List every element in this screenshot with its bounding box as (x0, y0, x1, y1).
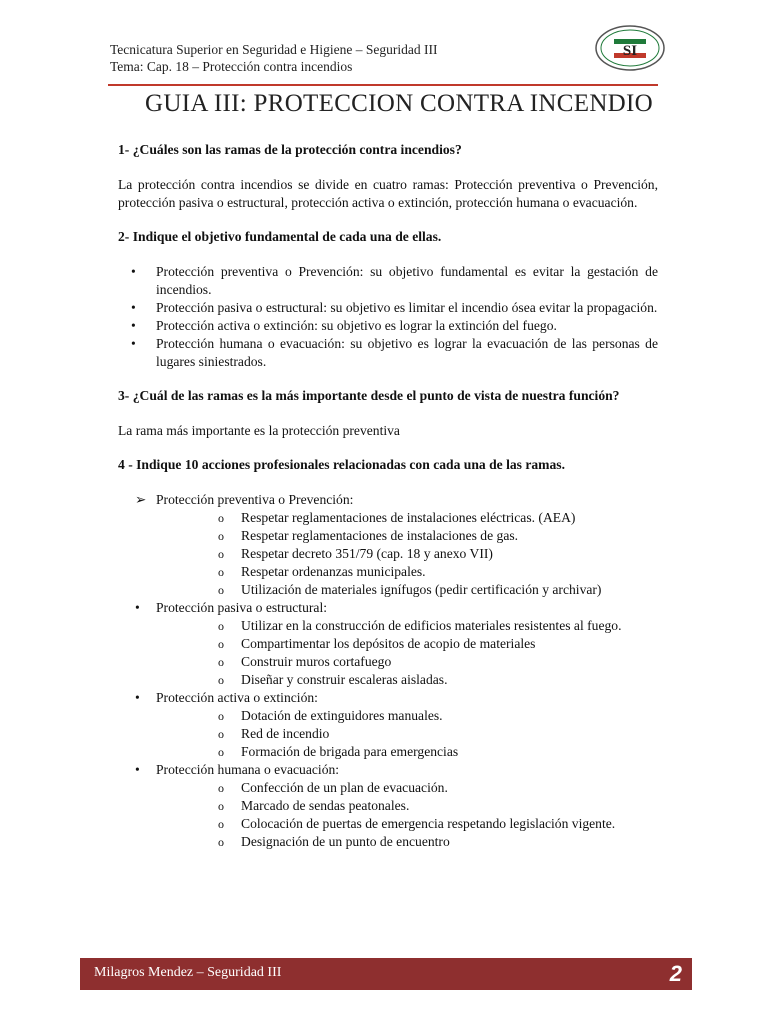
list-item: • Protección preventiva o Prevención: su objetivo fundamental es evitar la gestación de incendios. (131, 264, 658, 297)
circle-bullet-icon: o (218, 727, 224, 741)
list-item: o Diseñar y construir escaleras aisladas. (218, 672, 448, 687)
list-item: o Construir muros cortafuego (218, 654, 392, 669)
circle-bullet-icon: o (218, 745, 224, 759)
sub-list (156, 707, 658, 761)
list-item: o Respetar reglamentaciones de instalaciones eléctricas. (AEA) (218, 510, 576, 525)
bullet-icon: • (131, 300, 136, 315)
circle-bullet-icon: o (218, 511, 224, 525)
header-course: Tecnicatura Superior en Seguridad e Higiene – Seguridad III (110, 42, 438, 57)
list-item: o Red de incendio (218, 726, 330, 741)
header-topic: Tema: Cap. 18 – Protección contra incendios (110, 59, 353, 74)
actions-list (118, 491, 658, 851)
objectives-list (118, 263, 658, 371)
list-item: o Respetar decreto 351/79 (cap. 18 y anexo VII) (218, 546, 493, 561)
circle-bullet-icon: o (218, 673, 224, 687)
header-divider (108, 84, 658, 86)
answer-3: La rama más importante es la protección preventiva (118, 423, 400, 438)
question-1: 1- ¿Cuáles son las ramas de la protección contra incendios? (118, 142, 462, 157)
circle-bullet-icon: o (218, 565, 224, 579)
circle-bullet-icon: o (218, 781, 224, 795)
sub-list (156, 509, 658, 599)
sub-list (156, 779, 658, 851)
page-number: 2 (669, 961, 682, 986)
footer-author: Milagros Mendez – Seguridad III (94, 965, 282, 980)
list-item: o Utilizar en la construcción de edificios materiales resistentes al fuego. (218, 618, 622, 633)
list-item: • Protección pasiva o estructural: o Utilizar en la construcción de edificios materiales resistentes al fuego. o Compartimentar los depósitos de acopio de materiales o Construir muros cortafuego o Diseñar y construir escaleras aisladas. (118, 599, 658, 689)
page-title: GUIA III: PROTECCION CONTRA INCENDIO (145, 90, 654, 117)
list-item: o Designación de un punto de encuentro (218, 834, 450, 849)
list-item: o Confección de un plan de evacuación. (218, 780, 448, 795)
document-header (110, 41, 437, 75)
list-item: o Compartimentar los depósitos de acopio de materiales (218, 636, 536, 651)
circle-bullet-icon: o (218, 817, 224, 831)
question-4: 4 - Indique 10 acciones profesionales relacionadas con cada una de las ramas. (118, 457, 565, 472)
bullet-icon: • (135, 690, 140, 705)
list-item: • Protección humana o evacuación: su objetivo es lograr la evacuación de las personas de lugares siniestrados. (131, 336, 658, 369)
question-2: 2- Indique el objetivo fundamental de cada una de ellas. (118, 229, 442, 244)
circle-bullet-icon: o (218, 547, 224, 561)
circle-bullet-icon: o (218, 583, 224, 597)
bullet-icon: • (131, 318, 136, 333)
sub-list (156, 617, 658, 689)
bullet-icon: • (135, 762, 140, 777)
list-item: ➢ Protección preventiva o Prevención: o Respetar reglamentaciones de instalaciones eléctricas. (AEA) o Respetar reglamentaciones de instalaciones de gas. o Respetar decreto 351/79 (cap. 18 y anexo VII) o Respetar ordenanzas municipales. o Utilización de materiales ignífugos (pedir certificación y archivar) (118, 491, 658, 599)
list-item: • Protección pasiva o estructural: su objetivo es limitar el incendio ósea evitar la propagación. (131, 300, 658, 315)
circle-bullet-icon: o (218, 799, 224, 813)
circle-bullet-icon: o (218, 637, 224, 651)
page-footer (80, 958, 692, 990)
bullet-icon: • (135, 600, 140, 615)
circle-bullet-icon: o (218, 529, 224, 543)
list-item: o Respetar ordenanzas municipales. (218, 564, 426, 579)
arrowhead-bullet-icon: ➢ (135, 492, 147, 507)
list-item: o Formación de brigada para emergencias (218, 744, 459, 759)
circle-bullet-icon: o (218, 709, 224, 723)
list-item: • Protección humana o evacuación: o Confección de un plan de evacuación. o Marcado de sendas peatonales. o Colocación de puertas de emergencia respetando legislación vigente. o Designación de un punto de encuentro (118, 761, 658, 851)
bullet-icon: • (131, 264, 136, 279)
list-item: o Respetar reglamentaciones de instalaciones de gas. (218, 528, 519, 543)
document-body (118, 141, 658, 851)
svg-text:SI: SI (622, 43, 638, 59)
list-item: o Dotación de extinguidores manuales. (218, 708, 443, 723)
circle-bullet-icon: o (218, 619, 224, 633)
list-item: o Marcado de sendas peatonales. (218, 798, 410, 813)
question-3: 3- ¿Cuál de las ramas es la más importante desde el punto de vista de nuestra función? (118, 388, 620, 403)
answer-1: La protección contra incendios se divide en cuatro ramas: Protección preventiva o Prevención, protección pasiva o estructural, protección activa o extinción, protección humana o evacuación. (118, 177, 658, 210)
circle-bullet-icon: o (218, 835, 224, 849)
institution-logo (594, 24, 666, 72)
list-item: • Protección activa o extinción: su objetivo es lograr la extinción del fuego. (131, 318, 557, 333)
list-item: • Protección activa o extinción: o Dotación de extinguidores manuales. o Red de incendio o Formación de brigada para emergencias (118, 689, 658, 761)
list-item: o Colocación de puertas de emergencia respetando legislación vigente. (218, 816, 616, 831)
bullet-icon: • (131, 336, 136, 351)
list-item: o Utilización de materiales ignífugos (pedir certificación y archivar) (218, 582, 602, 597)
circle-bullet-icon: o (218, 655, 224, 669)
